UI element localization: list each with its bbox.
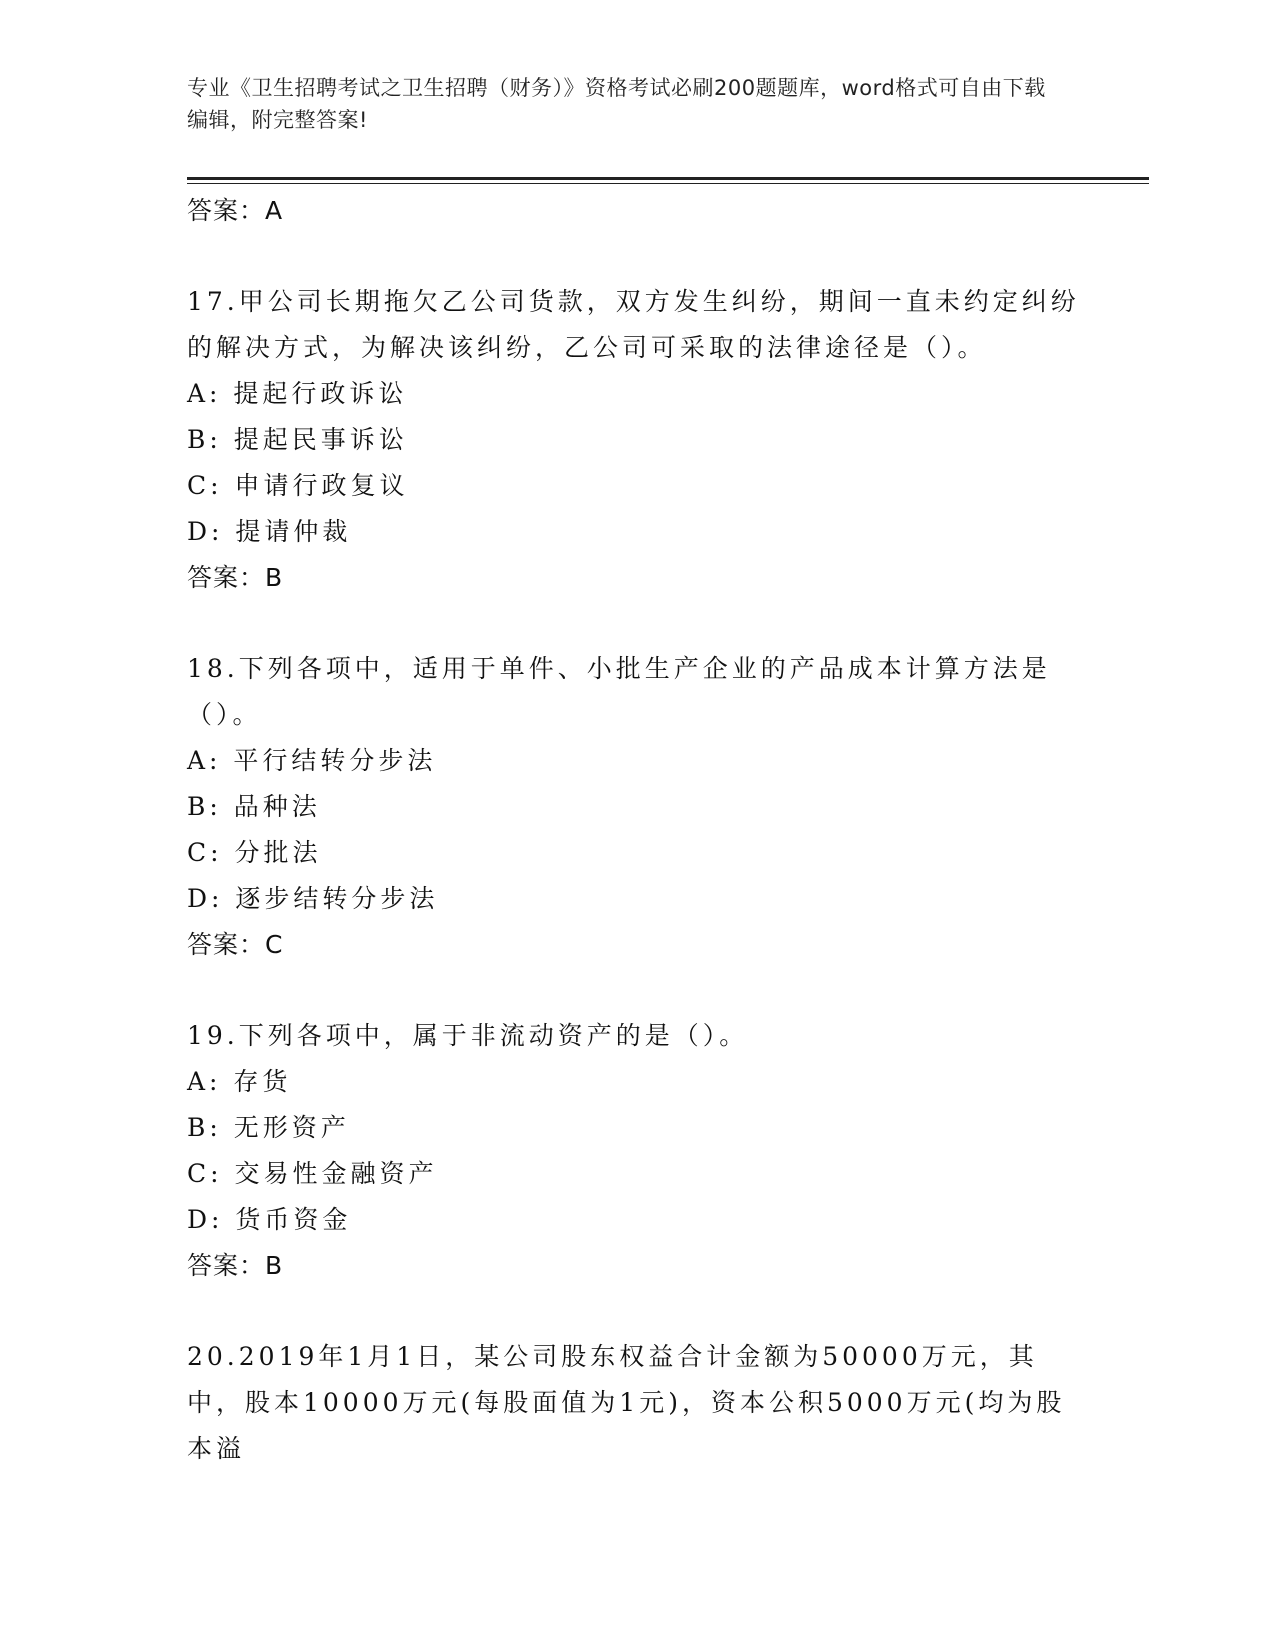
answer-line: 答案：B [187,1251,284,1280]
option-d: D: 逐步结转分步法 [187,884,439,913]
option-b: B: 无形资产 [187,1113,350,1142]
option-b: B: 品种法 [187,792,321,821]
answer-line: 答案：C [187,930,284,959]
option-c: C: 分批法 [187,838,322,867]
option-b: B: 提起民事诉讼 [187,425,408,454]
document-body [187,188,1087,1472]
question-text: 17.甲公司长期拖欠乙公司货款，双方发生纠纷，期间一直未约定纠纷的解决方式，为解决该纠纷，乙公司可采取的法律途径是（）。 [187,287,1080,362]
question-text: 18.下列各项中，适用于单件、小批生产企业的产品成本计算方法是（）。 [187,654,1051,729]
document-header: 专业《卫生招聘考试之卫生招聘（财务）》资格考试必刷200题题库，word格式可自由下载编辑，附完整答案! [187,76,1046,132]
question-text: 19.下列各项中，属于非流动资产的是（）。 [187,1021,749,1050]
option-a: A: 存货 [187,1067,292,1096]
question-block-20 [187,1334,1087,1472]
question-block-18 [187,646,1087,968]
option-c: C: 申请行政复议 [187,471,409,500]
answer-line: 答案：A [187,196,284,225]
answer-line: 答案：B [187,563,284,592]
option-a: A: 提起行政诉讼 [187,379,408,408]
question-block-17 [187,279,1087,601]
option-d: D: 货币资金 [187,1205,352,1234]
header-divider-thin [187,183,1149,184]
question-text: 20.2019年1月1日，某公司股东权益合计金额为50000万元，其中，股本10000万元(每股面值为1元)，资本公积5000万元(均为股本溢 [187,1342,1066,1463]
option-c: C: 交易性金融资产 [187,1159,438,1188]
option-d: D: 提请仲裁 [187,517,352,546]
header-divider-thick [187,177,1149,180]
option-a: A: 平行结转分步法 [187,746,437,775]
question-block-19 [187,1013,1087,1289]
